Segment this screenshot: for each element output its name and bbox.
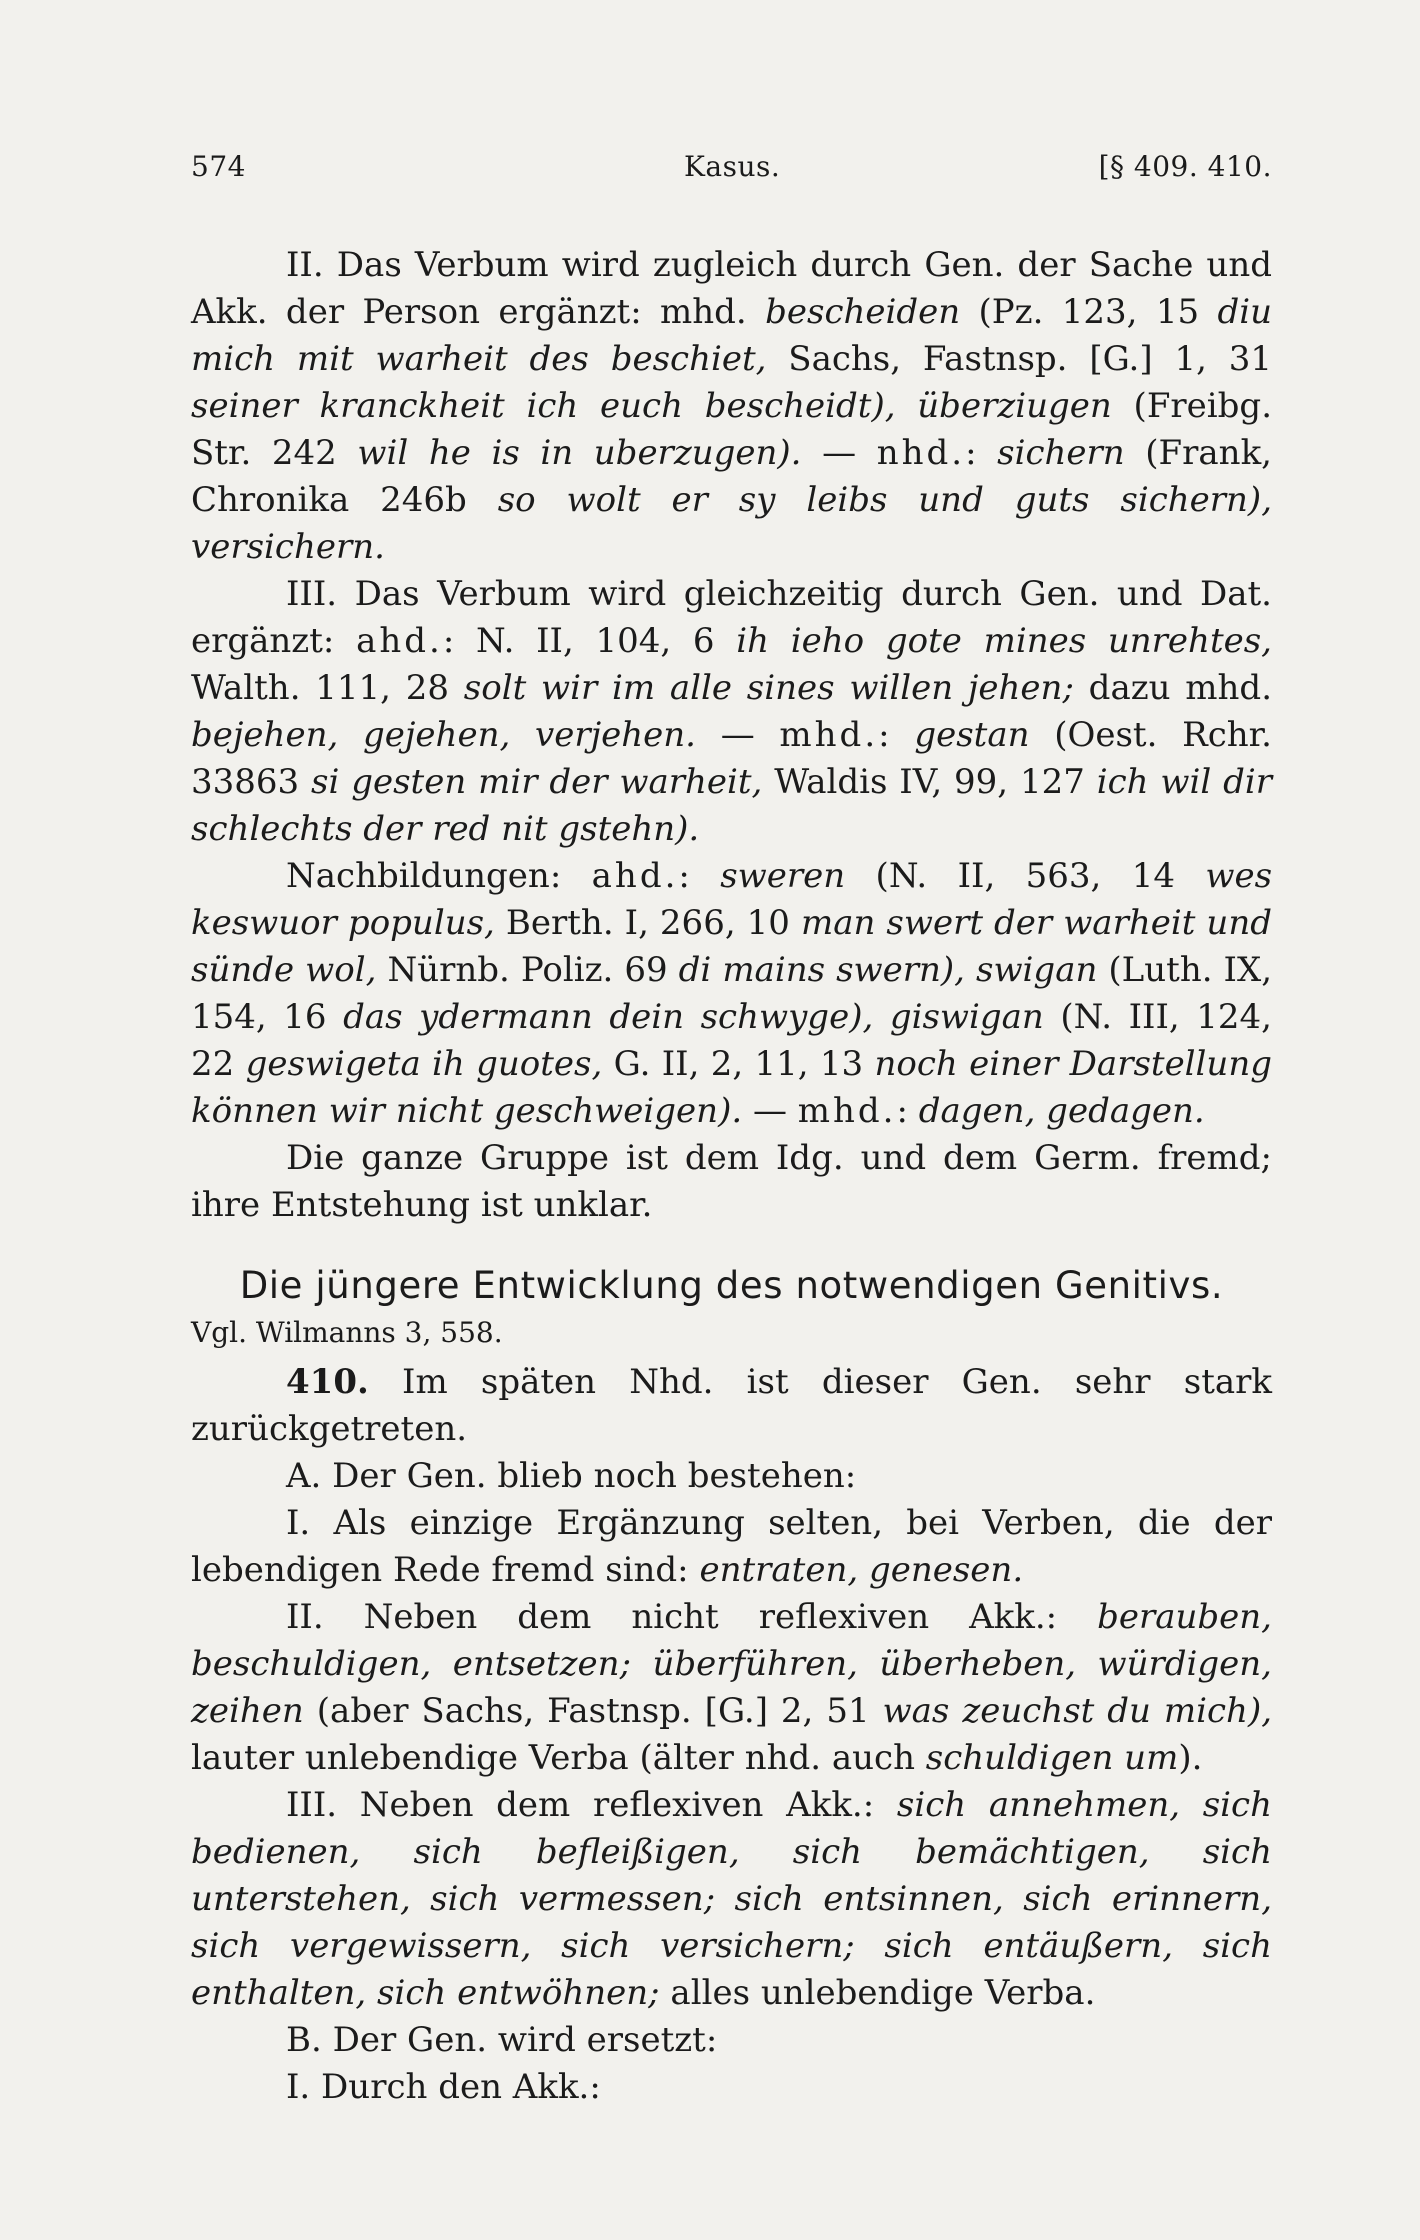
paragraph-ii: II. Das Verbum wird zugleich durch Gen. der Sache und Akk. der Person ergänzt: mhd. bescheiden (Pz. 123, 15 diu mich mit warheit des beschiet, Sachs, Fastnsp. [G.] 1, 31 seiner kranckheit ich euch bescheidt), überziugen (Freibg. Str. 242 wil he is in uberzugen). — nhd.: sichern (Frank, Chronika 246b so wolt er sy leibs und guts sichern), versichern. [191, 245, 1272, 567]
running-head [191, 140, 1272, 200]
paragraph-b: B. Der Gen. wird ersetzt: [286, 2020, 718, 2060]
paragraph-iii: III. Das Verbum wird gleichzeitig durch Gen. und Dat. ergänzt: ahd.: N. II, 104, 6 ih ieho gote mines unrehtes, Walth. 111, 28 solt wir im alle sines willen jehen; dazu mhd. bejehen, gejehen, verjehen. — mhd.: gestan (Oest. Rchr. 33863 si gesten mir der warheit, Waldis IV, 99, 127 ich wil dir schlechts der red nit gstehn). [191, 574, 1273, 849]
paragraph-410: 410. Im späten Nhd. ist dieser Gen. sehr stark zurückgetreten. [191, 1362, 1272, 1449]
body-text [191, 242, 1272, 2111]
paragraph-a-ii: II. Neben dem nicht reflexiven Akk.: berauben, beschuldigen, entsetzen; überführen, überheben, würdigen, zeihen (aber Sachs, Fastnsp. [G.] 2, 51 was zeuchst du mich), lauter unlebendige Verba (älter nhd. auch schuldigen um). [191, 1597, 1273, 1778]
paragraph-summary: Die ganze Gruppe ist dem Idg. und dem Germ. fremd; ihre Entstehung ist unklar. [191, 1138, 1272, 1225]
reference-note: Vgl. Wilmanns 3, 558. [191, 1316, 503, 1349]
section-reference: [§ 409. 410. [1098, 150, 1272, 183]
text-block [191, 140, 1272, 2111]
running-title: Kasus. [684, 150, 781, 183]
paragraph-nachbildungen: Nachbildungen: ahd.: sweren (N. II, 563, 14 wes keswuor populus, Berth. I, 266, 10 man swert der warheit und sünde wol, Nürnb. Poliz. 69 di mains swern), swigan (Luth. IX, 154, 16 das ydermann dein schwyge), giswigan (N. III, 124, 22 geswigeta ih guotes, G. II, 2, 11, 13 noch einer Darstellung können wir nicht geschweigen). — mhd.: dagen, gedagen. [191, 856, 1273, 1131]
paragraph-a-i: I. Als einzige Ergänzung selten, bei Verben, die der lebendigen Rede fremd sind: entraten, genesen. [191, 1503, 1272, 1590]
section-heading: Die jüngere Entwicklung des notwendigen Genitivs. [239, 1264, 1224, 1307]
page-number: 574 [191, 150, 246, 183]
paragraph-b-i: I. Durch den Akk.: [286, 2067, 601, 2107]
paragraph-number: 410. [286, 1362, 369, 1402]
paragraph-a-iii: III. Neben dem reflexiven Akk.: sich annehmen, sich bedienen, sich befleißigen, sich bemächtigen, sich unterstehen, sich vermessen; sich entsinnen, sich erinnern, sich vergewissern, sich versichern; sich entäußern, sich enthalten, sich entwöhnen; alles unlebendige Verba. [191, 1785, 1272, 2013]
paragraph-a: A. Der Gen. blieb noch bestehen: [286, 1456, 857, 1496]
